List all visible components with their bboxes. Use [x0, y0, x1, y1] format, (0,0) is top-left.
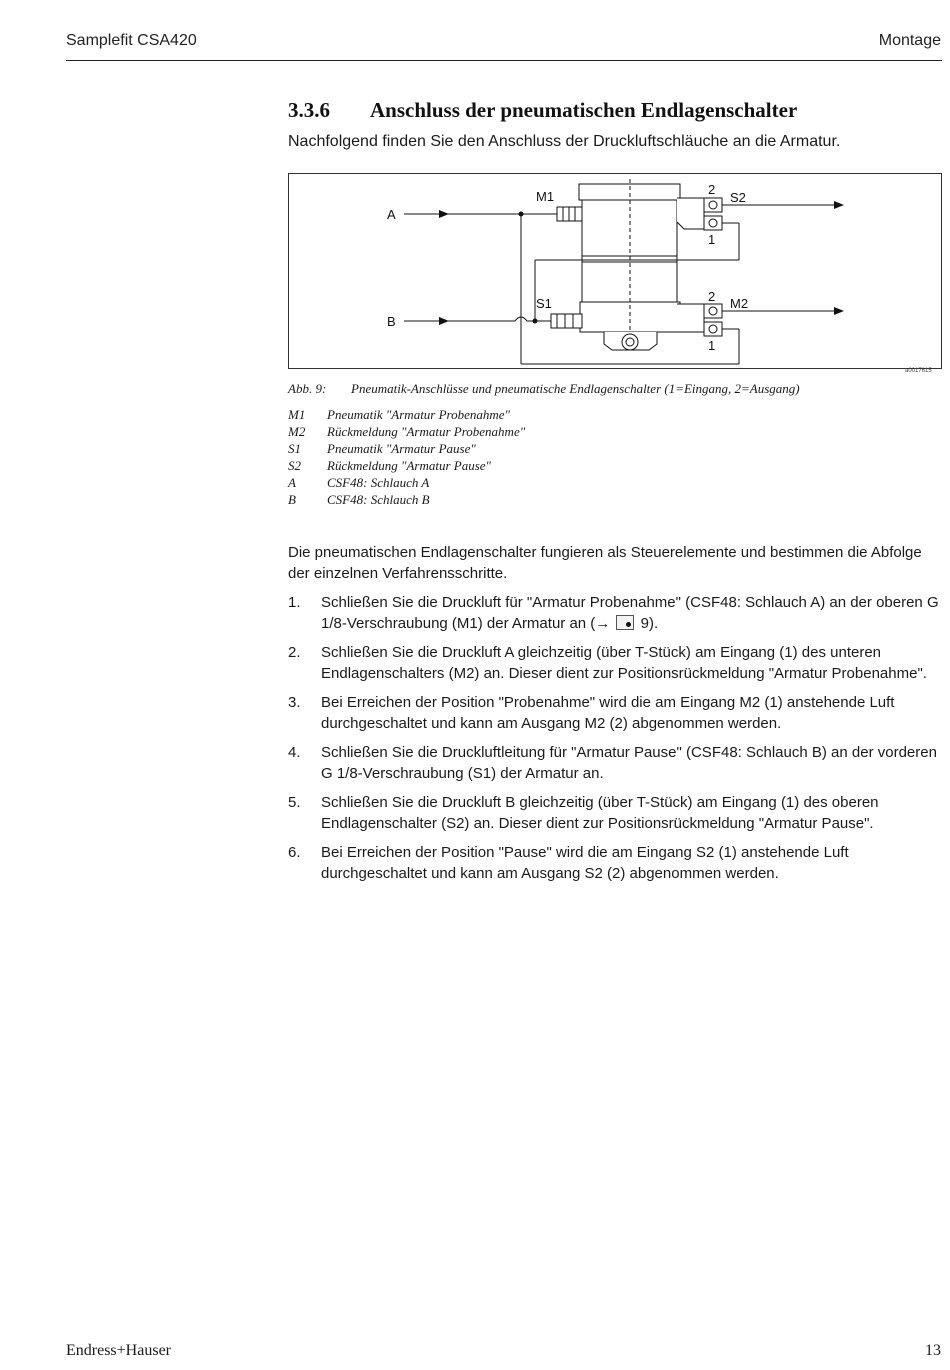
- section-intro: Nachfolgend finden Sie den Anschluss der Druckluftschläuche an die Armatur.: [288, 133, 841, 150]
- step-text-part: 9).: [640, 615, 659, 632]
- legend-key: M2: [288, 424, 306, 439]
- step-item: [288, 742, 943, 784]
- legend-row: [288, 440, 525, 457]
- label-m2: M2: [730, 296, 749, 311]
- header-product-name: Samplefit CSA420: [66, 32, 197, 49]
- step-item: [288, 642, 943, 684]
- page-number: 13: [925, 1342, 941, 1359]
- step-text-part: Schließen Sie die Druckluft für "Armatur Probenahme" (CSF48: Schlauch A) an der oberen G 1/8-Verschraubung (M1) der Armatur an (→: [321, 594, 939, 632]
- legend-key: B: [288, 492, 296, 507]
- section-title: Anschluss der pneumatischen Endlagenschalter: [370, 98, 798, 122]
- legend-key: A: [288, 475, 296, 490]
- label-s2-output: 2: [708, 182, 716, 197]
- diagram-svg: [289, 174, 941, 368]
- legend-text: Pneumatik "Armatur Pause": [327, 441, 476, 456]
- step-number: 3.: [288, 694, 301, 711]
- section-heading: [288, 98, 797, 123]
- step-text: Schließen Sie die Druckluft B gleichzeitig (über T-Stück) am Eingang (1) des oberen Endlagenschalter (S2) an. Dieser dient zur Positionsrückmeldung "Armatur Pause".: [321, 794, 879, 832]
- step-item: [288, 842, 943, 884]
- figure-caption: [288, 381, 800, 397]
- step-item: [288, 792, 943, 834]
- figure-caption-text: Pneumatik-Anschlüsse und pneumatische Endlagenschalter (1=Eingang, 2=Ausgang): [351, 381, 800, 396]
- figure-id: a0017615: [905, 368, 932, 374]
- figure-legend: [288, 406, 525, 508]
- figure-number: Abb. 9:: [288, 381, 327, 396]
- legend-key: S2: [288, 458, 301, 473]
- arrow-s2-out: [834, 201, 844, 209]
- legend-text: CSF48: Schlauch B: [327, 492, 430, 507]
- label-b: B: [387, 314, 396, 329]
- step-item: [288, 692, 943, 734]
- legend-row: [288, 474, 525, 491]
- arrow-a: [439, 210, 449, 218]
- header-rule: [66, 60, 942, 61]
- legend-key: S1: [288, 441, 301, 456]
- s2-port-out: [704, 198, 722, 212]
- legend-text: Rückmeldung "Armatur Probenahme": [327, 424, 526, 439]
- label-s2: S2: [730, 190, 746, 205]
- step-text: Schließen Sie die Druckluftleitung für "Armatur Pause" (CSF48: Schlauch B) an der vorderen G 1/8-Verschraubung (S1) der Armatur an.: [321, 744, 937, 782]
- step-number: 5.: [288, 794, 301, 811]
- step-number: 2.: [288, 644, 301, 661]
- step-number: 6.: [288, 844, 301, 861]
- m2-port-in: [704, 322, 722, 336]
- top-switch-mount: [677, 198, 704, 229]
- body-paragraph: Die pneumatischen Endlagenschalter fungieren als Steuerelemente und bestimmen die Abfolge der einzelnen Verfahrensschritte.: [288, 544, 922, 582]
- pneumatic-diagram: [288, 173, 942, 369]
- legend-row: [288, 491, 525, 508]
- legend-row: [288, 457, 525, 474]
- step-text: Schließen Sie die Druckluft A gleichzeitig (über T-Stück) am Eingang (1) des unteren Endlagenschalters (M2) an. Dieser dient zur Positionsrückmeldung "Armatur Probenahme".: [321, 644, 927, 682]
- step-text: Bei Erreichen der Position "Pause" wird die am Eingang S2 (1) anstehende Luft durchgeschaltet und kann am Ausgang S2 (2) abgenommen werden.: [321, 844, 849, 882]
- section-number: 3.3.6: [288, 98, 330, 122]
- tee-junction-b: [533, 319, 538, 324]
- label-a: A: [387, 207, 396, 222]
- legend-text: CSF48: Schlauch A: [327, 475, 430, 490]
- header-chapter: Montage: [878, 32, 941, 49]
- label-m2-output: 2: [708, 289, 716, 304]
- figure-ref-icon[interactable]: [616, 615, 634, 630]
- m2-port-out: [704, 304, 722, 318]
- label-m2-input: 1: [708, 338, 716, 353]
- label-s2-input: 1: [708, 232, 716, 247]
- arrow-b: [439, 317, 449, 325]
- s2-port-in: [704, 216, 722, 230]
- legend-row: [288, 423, 525, 440]
- footer-company: Endress+Hauser: [66, 1342, 171, 1359]
- step-number: 1.: [288, 594, 301, 611]
- step-text: [321, 592, 943, 634]
- bottom-valve: [604, 332, 657, 350]
- step-number: 4.: [288, 744, 301, 761]
- arrow-m2-out: [834, 307, 844, 315]
- label-s1: S1: [536, 296, 552, 311]
- tee-junction-a: [519, 212, 524, 217]
- bottom-switch-mount: [677, 304, 704, 332]
- legend-key: M1: [288, 407, 306, 422]
- s1-fitting: [551, 314, 582, 328]
- label-m1: M1: [536, 189, 555, 204]
- legend-text: Pneumatik "Armatur Probenahme": [327, 407, 511, 422]
- legend-text: Rückmeldung "Armatur Pause": [327, 458, 491, 473]
- legend-row: [288, 406, 525, 423]
- step-item: [288, 592, 943, 634]
- procedure-steps: [288, 592, 943, 892]
- line-b: [404, 317, 551, 321]
- step-text: Bei Erreichen der Position "Probenahme" wird die am Eingang M2 (1) anstehende Luft durchgeschaltet und kann am Ausgang M2 (2) abgenommen werden.: [321, 694, 895, 732]
